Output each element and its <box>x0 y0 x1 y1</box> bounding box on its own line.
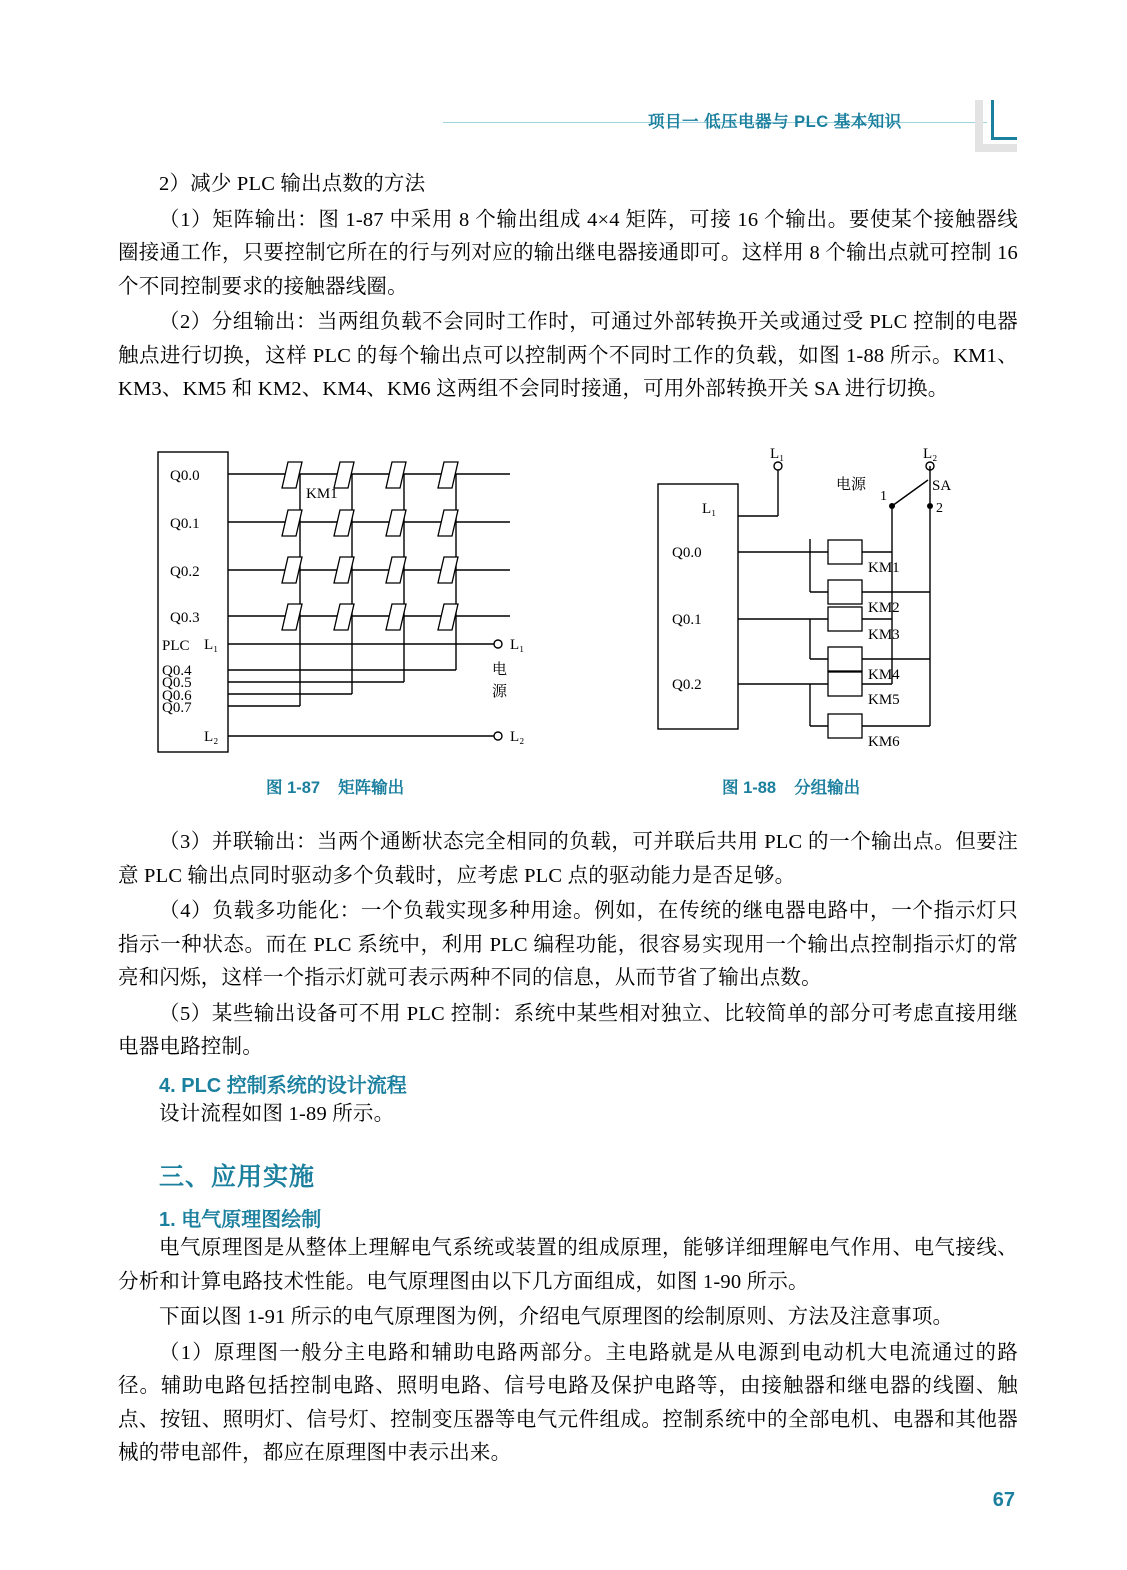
fig87-terminal-l2-right: L₂ <box>510 729 525 745</box>
fig88-contactor-km2: KM2 <box>868 600 900 616</box>
fig87-output-q07: Q0.7 <box>162 700 192 716</box>
fig87-power-char-1: 电 <box>492 662 508 678</box>
header-corner-mark-icon <box>975 100 1017 152</box>
fig87-output-q00: Q0.0 <box>170 468 200 484</box>
paragraph-2: （1）矩阵输出：图 1-87 中采用 8 个输出组成 4×4 矩阵，可接 16 个输出。要使某个接触器线圈接通工作，只要控制它所在的行与列对应的输出继电器接通即可。这样用 8 个输出点就可控制 16 个不同控制要求的接触器线圈。 <box>118 208 1018 298</box>
paragraph-1: 2）减少 PLC 输出点数的方法 <box>159 173 426 195</box>
fig88-supply-l1: L₁ <box>770 446 785 462</box>
figure-1-88-number: 图 1-88 <box>722 779 777 797</box>
fig88-output-q01: Q0.1 <box>672 612 702 628</box>
fig87-terminal-l1-right: L₁ <box>510 637 525 653</box>
figure-1-87-caption <box>266 774 404 798</box>
text-block-top <box>118 168 1018 409</box>
fig87-output-q02: Q0.2 <box>170 564 200 580</box>
paragraph-8: 电气原理图是从整体上理解电气系统或装置的组成原理，能够详细理解电气作用、电气接线、分析和计算电路技术性能。电气原理图由以下几方面组成，如图 1-90 所示。 <box>118 1237 1018 1293</box>
fig88-contactor-km3: KM3 <box>868 627 900 643</box>
text-block-bottom <box>118 826 1018 1473</box>
fig88-output-q02: Q0.2 <box>672 677 702 693</box>
paragraph-7: 设计流程如图 1-89 所示。 <box>159 1102 395 1125</box>
fig88-switch-pos-2: 2 <box>936 501 943 516</box>
figure-1-87-title: 矩阵输出 <box>338 779 405 797</box>
fig88-power-label: 电源 <box>836 477 867 493</box>
fig87-power-char-2: 源 <box>492 684 508 700</box>
paragraph-3: （2）分组输出：当两组负载不会同时工作时，可通过外部转换开关或通过受 PLC 控制的电器触点进行切换，这样 PLC 的每个输出点可以控制两个不同时工作的负载，如图 1-88 所示。KM1、KM3、KM5 和 KM2、KM4、KM6 这两组不会同时接通，可用外部转换开关 SA 进行切换。 <box>118 311 1018 400</box>
fig87-output-q03: Q0.3 <box>170 610 200 626</box>
fig88-switch-label-sa: SA <box>932 478 952 494</box>
figure-1-88-title: 分组输出 <box>794 779 861 797</box>
figure-1-87-number: 图 1-87 <box>266 779 321 797</box>
page-number: 67 <box>992 1489 1015 1511</box>
heading-4-design-flow: 4. PLC 控制系统的设计流程 <box>159 1074 407 1097</box>
paragraph-5: （4）负载多功能化：一个负载实现多种用途。例如，在传统的继电器电路中，一个指示灯只指示一种状态。而在 PLC 系统中，利用 PLC 编程功能，很容易实现用一个输出点控制指示灯的常亮和闪烁，这样一个指示灯就可表示两种不同的信息，从而节省了输出点数。 <box>118 900 1018 989</box>
figure-1-87-matrix-output-diagram <box>140 444 560 774</box>
page-header <box>0 100 1127 140</box>
heading-section-application: 三、应用实施 <box>159 1163 316 1191</box>
fig88-contactor-km6: KM6 <box>868 734 900 750</box>
fig87-terminal-l2-left: L₂ <box>204 729 219 745</box>
fig88-supply-l2: L₂ <box>923 446 938 462</box>
fig87-output-q05: Q0.5 <box>162 675 192 691</box>
paragraph-10: （1）原理图一般分主电路和辅助电路两部分。主电路就是从电源到电动机大电流通过的路径。辅助电路包括控制电路、照明电路、信号电路及保护电路等，由接触器和继电器的线圈、触点、按钮、照明灯、信号灯、控制变压器等电气元件组成。控制系统中的全部电机、电器和其他器械的带电部件，都应在原理图中表示出来。 <box>118 1341 1018 1464</box>
fig88-output-q00: Q0.0 <box>672 545 702 561</box>
fig88-contactor-km1: KM1 <box>868 560 900 576</box>
fig88-switch-pos-1: 1 <box>880 489 887 504</box>
heading-1-schematic-drawing: 1. 电气原理图绘制 <box>159 1209 322 1231</box>
paragraph-4: （3）并联输出：当两个通断状态完全相同的负载，可并联后共用 PLC 的一个输出点。但要注意 PLC 输出点同时驱动多个负载时，应考虑 PLC 点的驱动能力是否足够。 <box>118 831 1018 887</box>
figure-1-88-caption <box>722 774 860 798</box>
fig87-output-q06: Q0.6 <box>162 688 192 704</box>
fig88-contactor-km5: KM5 <box>868 692 900 708</box>
figure-1-88-grouped-output-diagram <box>640 444 1040 774</box>
fig87-output-q01: Q0.1 <box>170 516 200 532</box>
fig87-plc-label: PLC <box>162 638 190 654</box>
paragraph-9: 下面以图 1-91 所示的电气原理图为例，介绍电气原理图的绘制原则、方法及注意事项。 <box>159 1306 954 1328</box>
fig87-coil-label-km1: KM1 <box>306 486 338 502</box>
fig87-terminal-l1-left: L₁ <box>204 637 219 653</box>
header-title: 项目一 低压电器与 PLC 基本知识 <box>648 113 902 131</box>
fig87-output-q04: Q0.4 <box>162 663 192 679</box>
figures-row <box>0 436 1127 806</box>
fig88-contactor-km4: KM4 <box>868 667 900 683</box>
fig88-plc-terminal-l1: L₁ <box>702 501 717 517</box>
paragraph-6: （5）某些输出设备可不用 PLC 控制：系统中某些相对独立、比较简单的部分可考虑直接用继电器电路控制。 <box>118 1002 1018 1058</box>
